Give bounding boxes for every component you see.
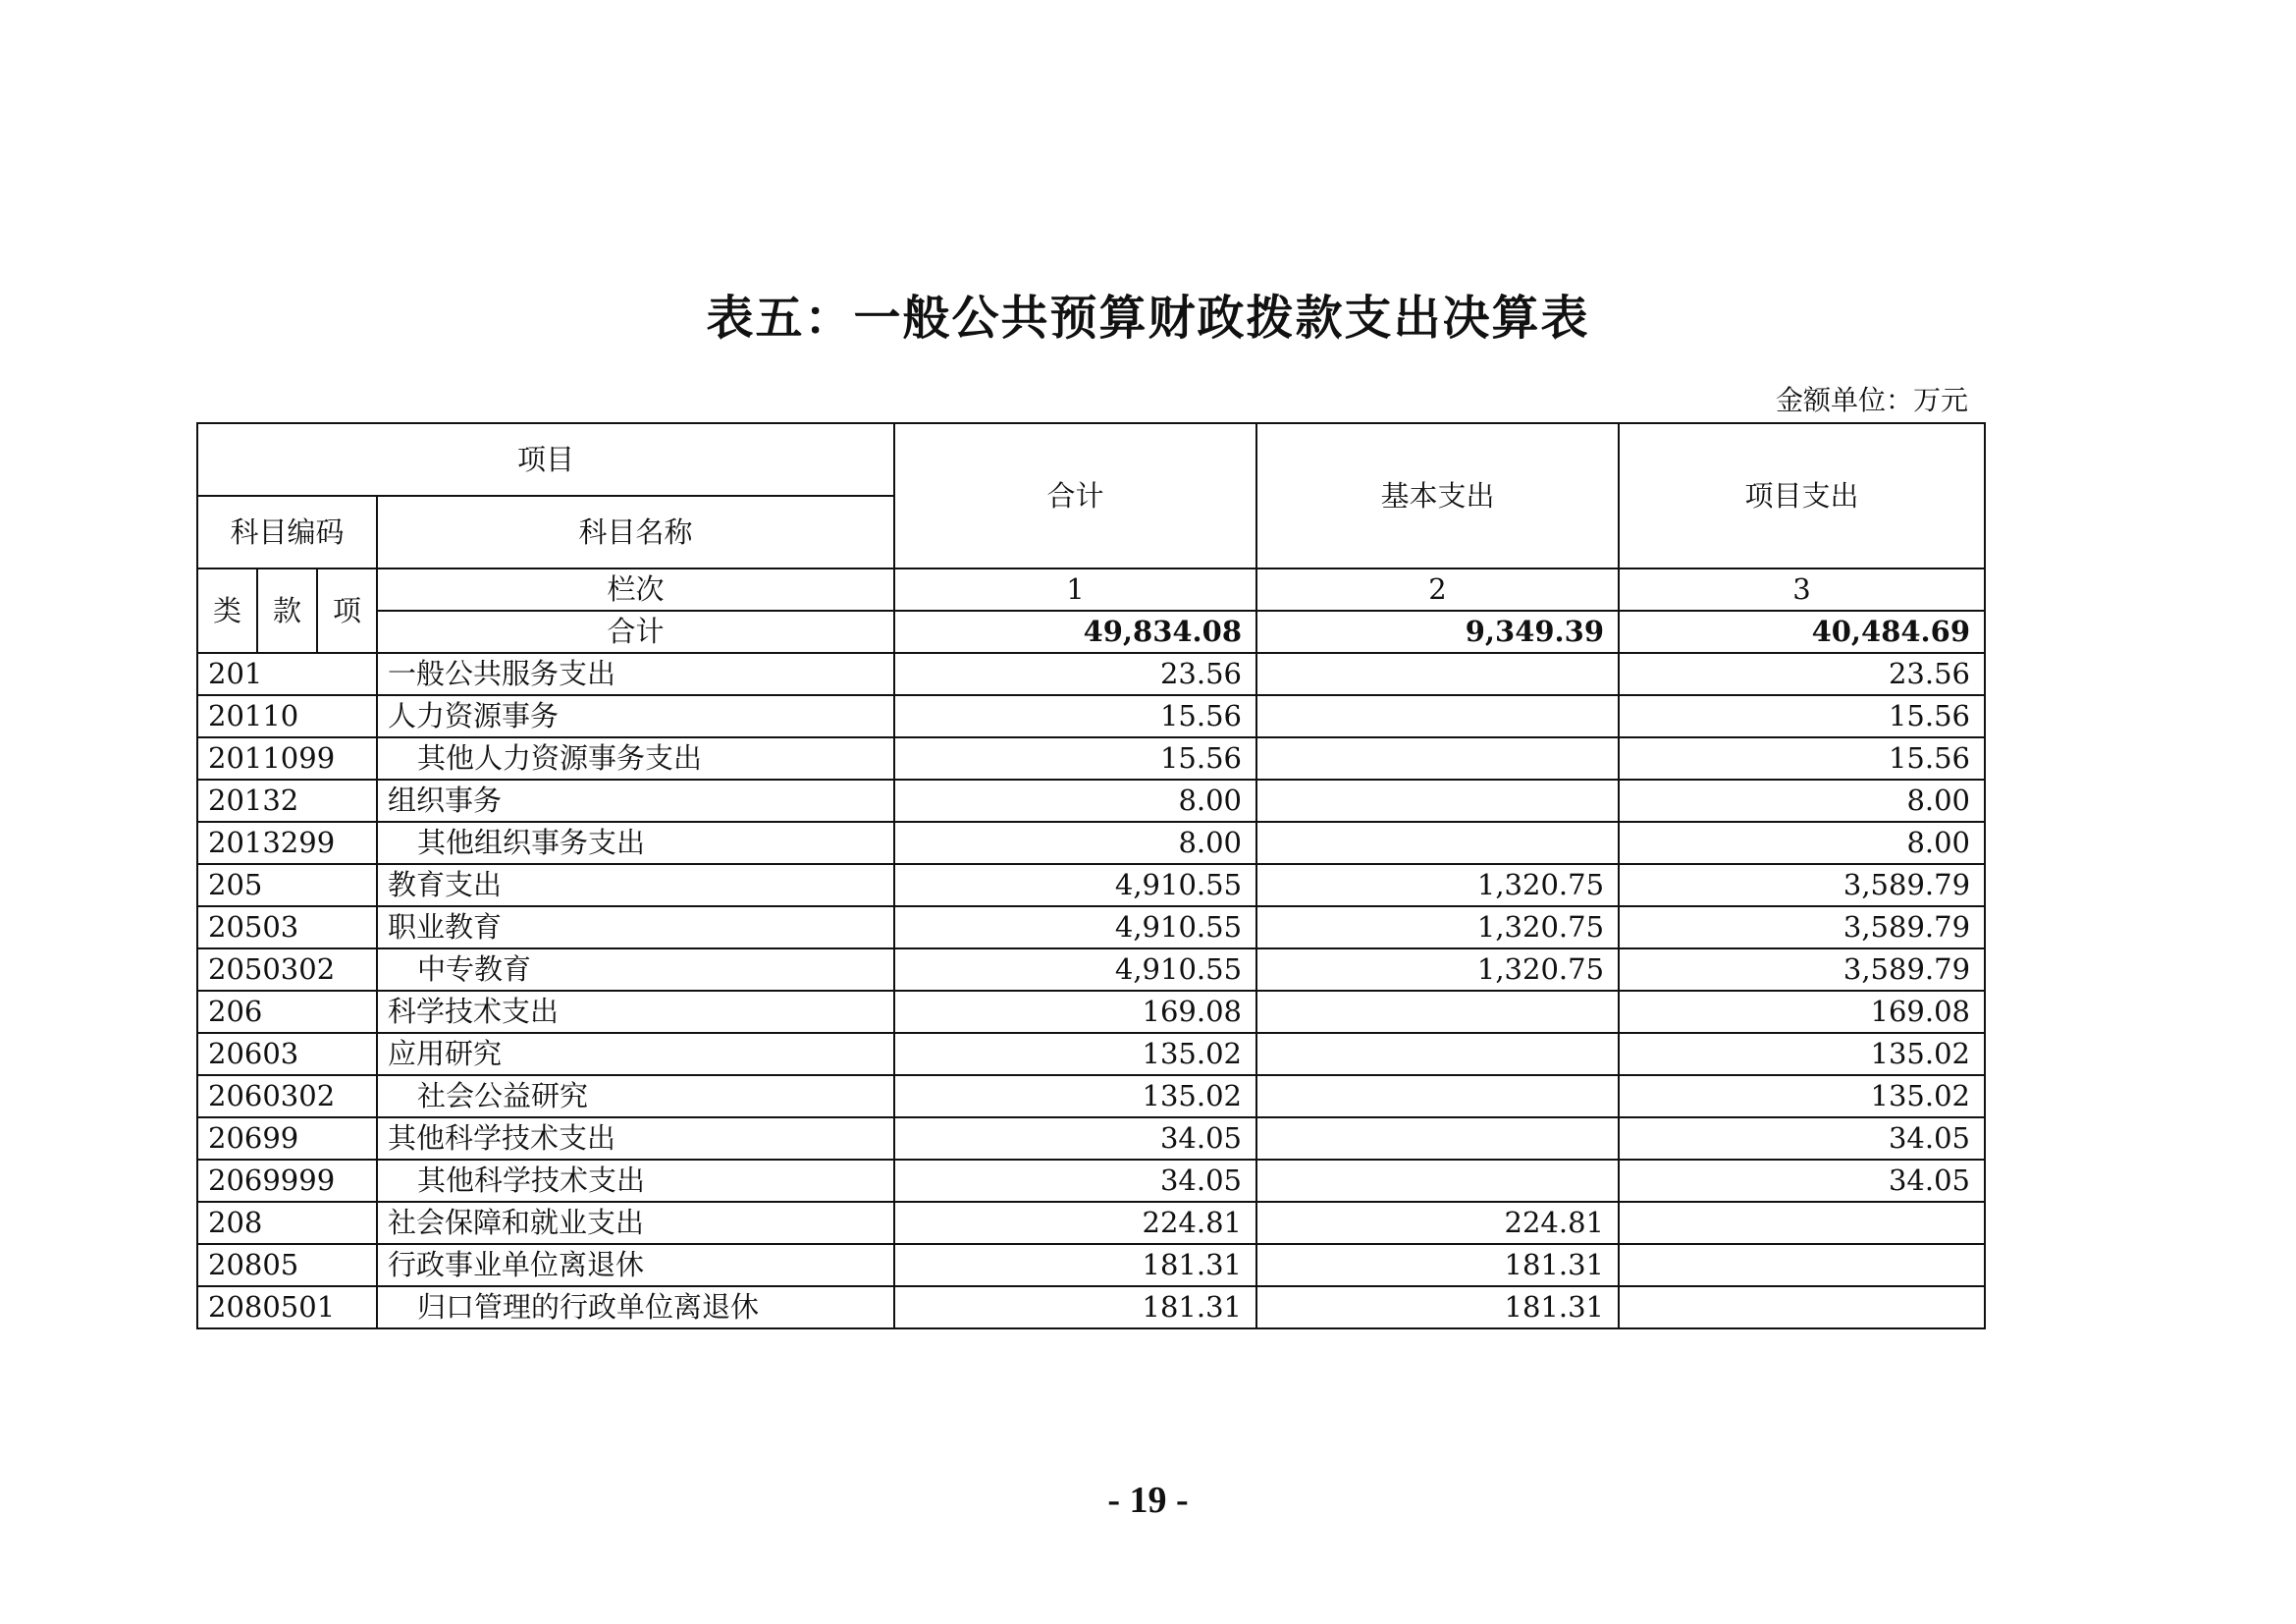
subject-name-cell: 其他组织事务支出 [377,822,894,864]
project-amount-cell: 34.05 [1619,1160,1985,1202]
total-amount-cell: 34.05 [894,1117,1256,1160]
table-row [197,948,1985,991]
subject-code-cell: 20132 [197,780,377,822]
total-amount-cell: 224.81 [894,1202,1256,1244]
basic-amount-cell [1256,1160,1619,1202]
basic-amount-cell: 181.31 [1256,1244,1619,1286]
basic-amount-cell [1256,991,1619,1033]
project-amount-cell: 135.02 [1619,1033,1985,1075]
basic-amount-cell: 1,320.75 [1256,948,1619,991]
subject-name-cell: 社会保障和就业支出 [377,1202,894,1244]
total-amount-cell: 34.05 [894,1160,1256,1202]
table-row [197,1202,1985,1244]
header-subject-code: 科目编码 [197,496,377,568]
subject-name-cell: 教育支出 [377,864,894,906]
page-title: 表五：一般公共预算财政拨款支出决算表 [706,291,1590,346]
project-amount-cell: 23.56 [1619,653,1985,695]
total-row-basic: 9,349.39 [1256,611,1619,653]
total-row [197,611,1985,653]
basic-amount-cell: 1,320.75 [1256,864,1619,906]
subject-code-cell: 20603 [197,1033,377,1075]
subject-name-cell: 行政事业单位离退休 [377,1244,894,1286]
subject-name-cell: 人力资源事务 [377,695,894,737]
subject-code-cell: 2069999 [197,1160,377,1202]
header-basic-expenditure: 基本支出 [1256,423,1619,568]
table-row [197,737,1985,780]
basic-amount-cell: 224.81 [1256,1202,1619,1244]
total-amount-cell: 4,910.55 [894,864,1256,906]
project-amount-cell: 8.00 [1619,780,1985,822]
subject-code-cell: 2011099 [197,737,377,780]
table-row [197,1117,1985,1160]
table-row [197,991,1985,1033]
basic-amount-cell: 181.31 [1256,1286,1619,1328]
project-amount-cell: 8.00 [1619,822,1985,864]
header-column-index: 栏次 [377,568,894,611]
table-row [197,1286,1985,1328]
subject-name-cell: 职业教育 [377,906,894,948]
table-row [197,1033,1985,1075]
subject-code-cell: 20110 [197,695,377,737]
total-amount-cell: 8.00 [894,780,1256,822]
basic-amount-cell: 1,320.75 [1256,906,1619,948]
subject-name-cell: 组织事务 [377,780,894,822]
subject-name-cell: 社会公益研究 [377,1075,894,1117]
basic-amount-cell [1256,653,1619,695]
table-row [197,653,1985,695]
total-amount-cell: 23.56 [894,653,1256,695]
subject-code-cell: 206 [197,991,377,1033]
table-row [197,695,1985,737]
subject-name-cell: 其他科学技术支出 [377,1160,894,1202]
subject-code-cell: 2060302 [197,1075,377,1117]
project-amount-cell: 15.56 [1619,737,1985,780]
basic-amount-cell [1256,737,1619,780]
table-row [197,864,1985,906]
subject-name-cell: 科学技术支出 [377,991,894,1033]
project-amount-cell: 34.05 [1619,1117,1985,1160]
total-amount-cell: 181.31 [894,1286,1256,1328]
table-row [197,780,1985,822]
table-row [197,822,1985,864]
subject-code-cell: 205 [197,864,377,906]
project-amount-cell [1619,1286,1985,1328]
header-lei: 类 [197,568,257,653]
subject-code-cell: 2050302 [197,948,377,991]
column-number-1: 1 [894,568,1256,611]
subject-code-cell: 20805 [197,1244,377,1286]
project-amount-cell: 169.08 [1619,991,1985,1033]
header-kuan: 款 [257,568,317,653]
subject-name-cell: 其他人力资源事务支出 [377,737,894,780]
subject-name-cell: 归口管理的行政单位离退休 [377,1286,894,1328]
basic-amount-cell [1256,1075,1619,1117]
header-xiang: 项 [317,568,377,653]
header-row-3 [197,568,1985,611]
project-amount-cell [1619,1202,1985,1244]
header-subject-name: 科目名称 [377,496,894,568]
project-amount-cell [1619,1244,1985,1286]
table-row [197,1244,1985,1286]
project-amount-cell: 3,589.79 [1619,948,1985,991]
total-amount-cell: 8.00 [894,822,1256,864]
header-project: 项目 [197,423,894,496]
total-amount-cell: 135.02 [894,1075,1256,1117]
total-amount-cell: 15.56 [894,695,1256,737]
total-row-label: 合计 [377,611,894,653]
budget-table [196,422,1986,1329]
total-amount-cell: 181.31 [894,1244,1256,1286]
subject-name-cell: 其他科学技术支出 [377,1117,894,1160]
header-project-expenditure: 项目支出 [1619,423,1985,568]
table-row [197,1075,1985,1117]
subject-name-cell: 中专教育 [377,948,894,991]
project-amount-cell: 3,589.79 [1619,906,1985,948]
subject-code-cell: 208 [197,1202,377,1244]
subject-code-cell: 20503 [197,906,377,948]
basic-amount-cell [1256,780,1619,822]
subject-name-cell: 应用研究 [377,1033,894,1075]
subject-code-cell: 201 [197,653,377,695]
total-row-total: 49,834.08 [894,611,1256,653]
header-row-1 [197,423,1985,496]
header-total: 合计 [894,423,1256,568]
total-amount-cell: 169.08 [894,991,1256,1033]
subject-code-cell: 2013299 [197,822,377,864]
subject-name-cell: 一般公共服务支出 [377,653,894,695]
project-amount-cell: 3,589.79 [1619,864,1985,906]
column-number-2: 2 [1256,568,1619,611]
table-row [197,906,1985,948]
total-amount-cell: 15.56 [894,737,1256,780]
total-amount-cell: 4,910.55 [894,906,1256,948]
project-amount-cell: 135.02 [1619,1075,1985,1117]
total-amount-cell: 135.02 [894,1033,1256,1075]
basic-amount-cell [1256,1033,1619,1075]
basic-amount-cell [1256,822,1619,864]
basic-amount-cell [1256,695,1619,737]
basic-amount-cell [1256,1117,1619,1160]
subject-code-cell: 20699 [197,1117,377,1160]
project-amount-cell: 15.56 [1619,695,1985,737]
table-row [197,1160,1985,1202]
unit-label: 金额单位：万元 [1775,384,1968,416]
total-row-project: 40,484.69 [1619,611,1985,653]
column-number-3: 3 [1619,568,1985,611]
total-amount-cell: 4,910.55 [894,948,1256,991]
page-number: - 19 - [1107,1480,1189,1521]
subject-code-cell: 2080501 [197,1286,377,1328]
